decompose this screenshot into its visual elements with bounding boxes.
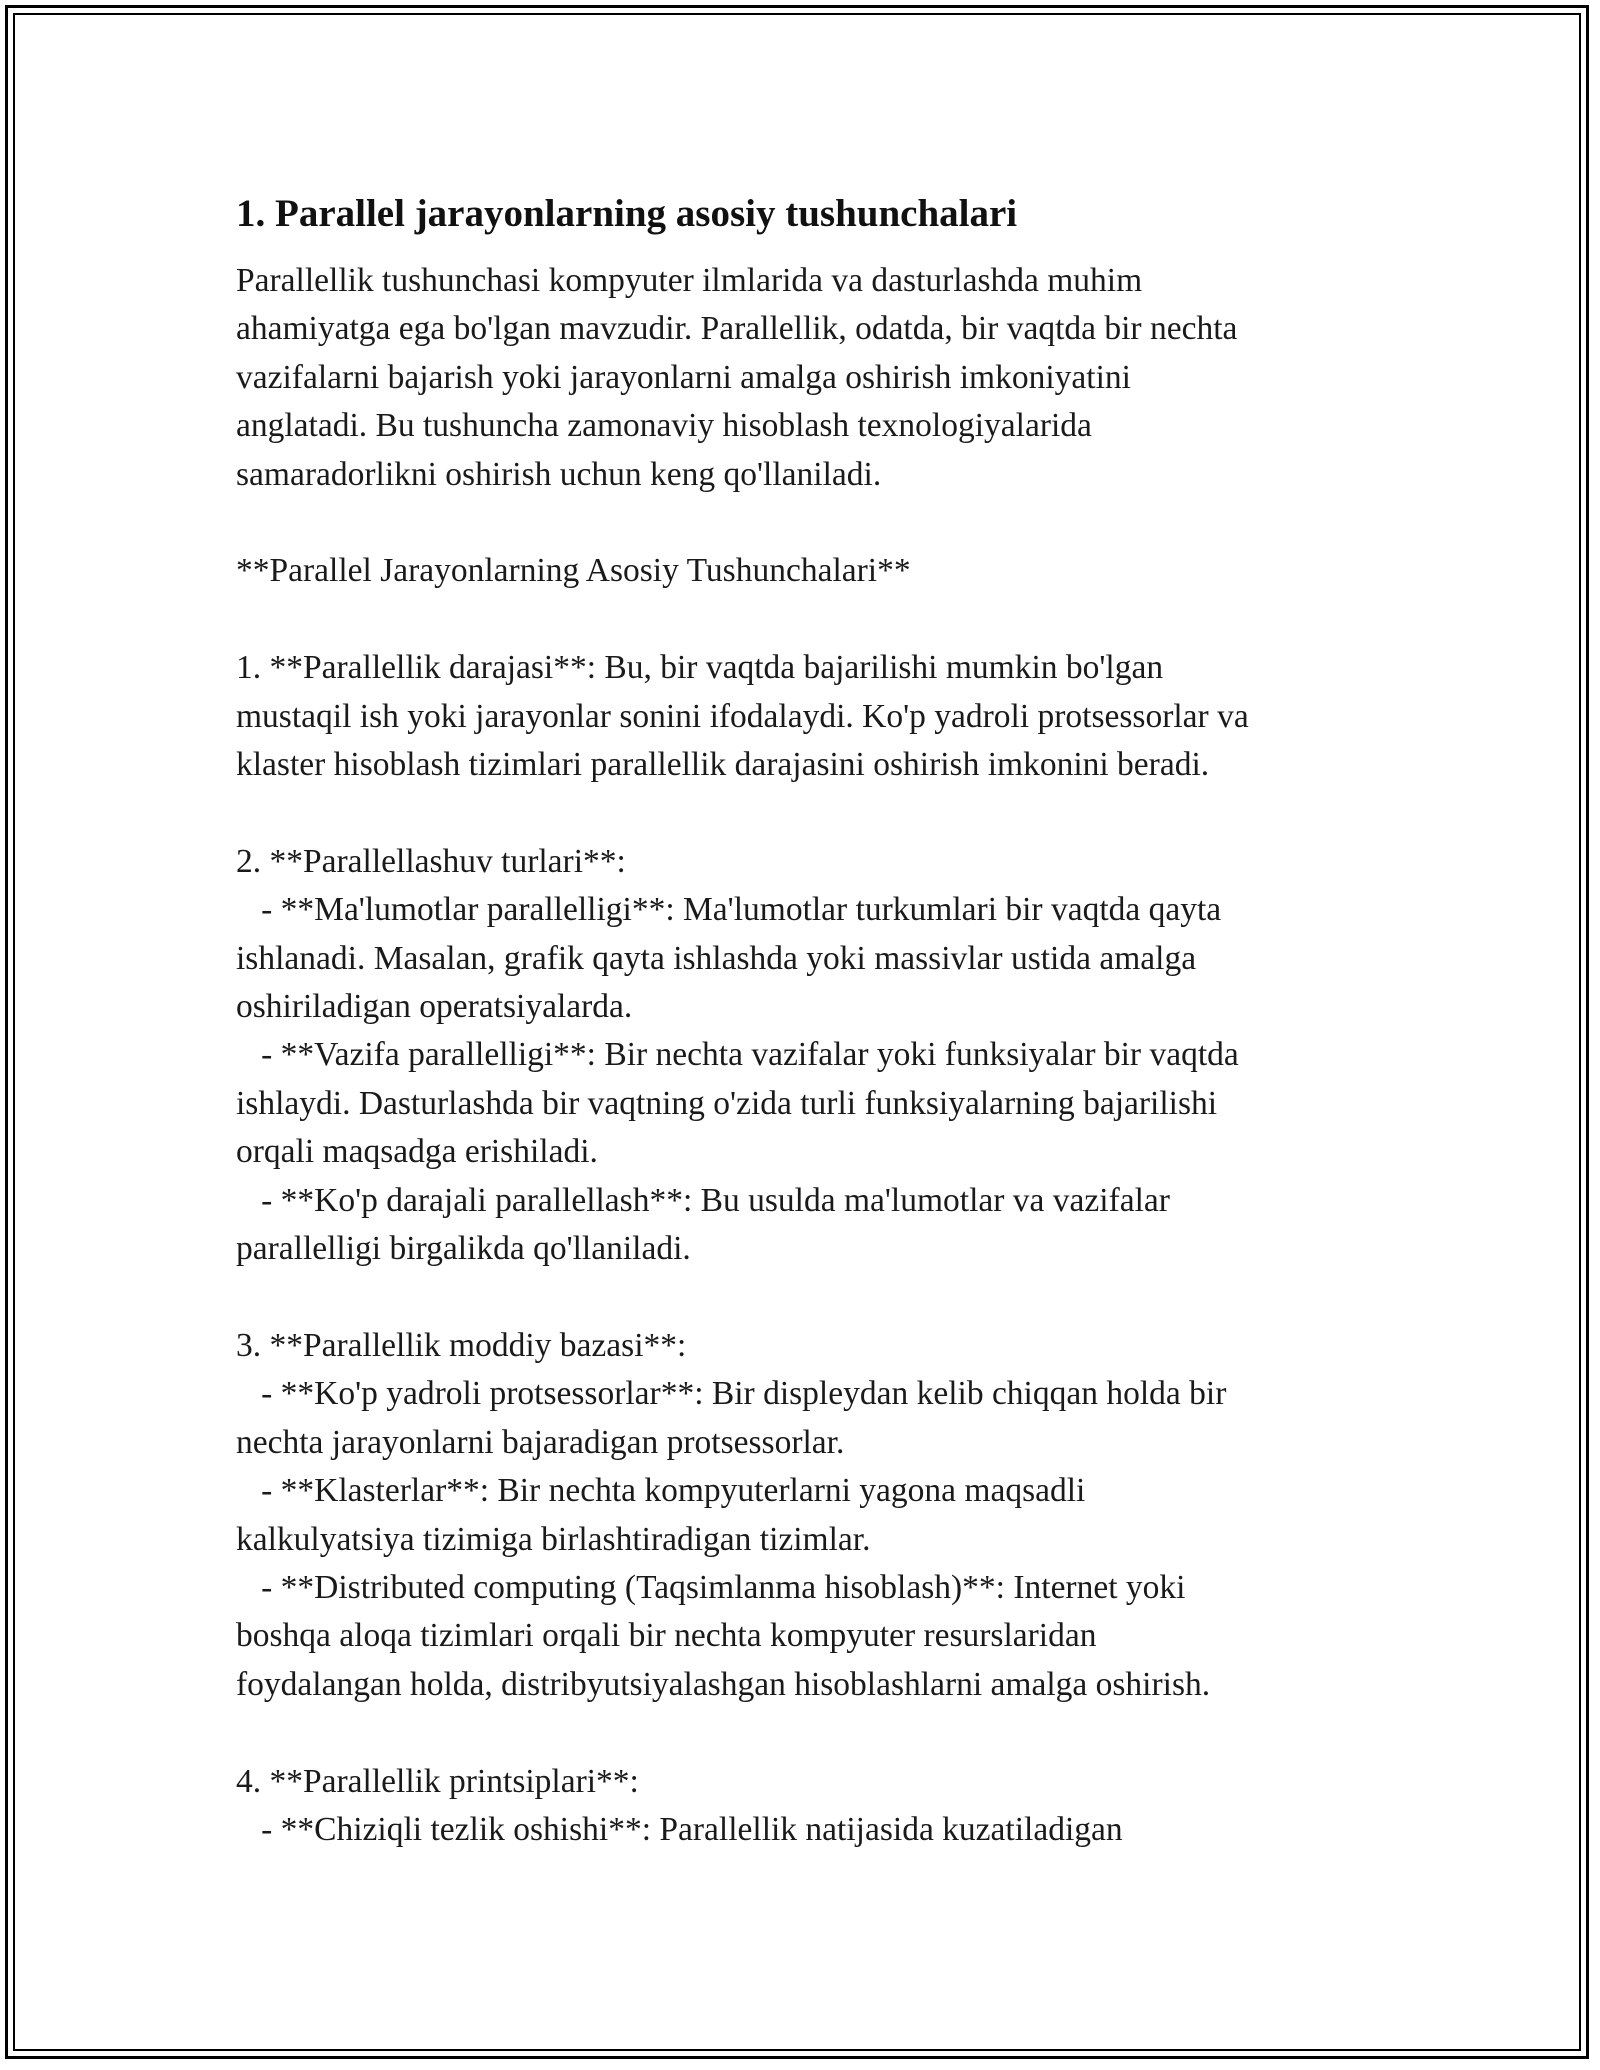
text-line: klaster hisoblash tizimlari parallellik darajasini oshirish imkonini beradi. — [236, 746, 1210, 784]
text-line: - **Distributed computing (Taqsimlanma hisoblash)**: Internet yoki — [236, 1568, 1186, 1606]
text-line: 3. **Parallellik moddiy bazasi**: — [236, 1326, 687, 1364]
blank-line — [236, 499, 1386, 547]
text-line: parallelligi birgalikda qo'llaniladi. — [236, 1230, 691, 1268]
blank-line — [236, 789, 1386, 837]
text-line: - **Ko'p yadroli protsessorlar**: Bir displeydan kelib chiqqan holda bir — [236, 1375, 1227, 1413]
text-line: foydalangan holda, distribyutsiyalashgan hisoblashlarni amalga oshirish. — [236, 1665, 1211, 1703]
document-body — [236, 257, 1386, 1854]
text-line: - **Klasterlar**: Bir nechta kompyuterlarni yagona maqsadli — [236, 1472, 1086, 1510]
text-line: **Parallel Jarayonlarning Asosiy Tushunchalari** — [236, 552, 911, 590]
text-line: - **Ko'p darajali parallellash**: Bu usulda ma'lumotlar va vazifalar — [236, 1181, 1170, 1219]
text-line: - **Ma'lumotlar parallelligi**: Ma'lumotlar turkumlari bir vaqtda qayta — [236, 891, 1222, 929]
text-line: samaradorlikni oshirish uchun keng qo'llaniladi. — [236, 455, 882, 493]
text-line: anglatadi. Bu tushuncha zamonaviy hisoblash texnologiyalarida — [236, 407, 1092, 445]
text-line: ishlanadi. Masalan, grafik qayta ishlashda yoki massivlar ustida amalga — [236, 939, 1197, 977]
text-line: 2. **Parallellashuv turlari**: — [236, 842, 626, 880]
text-line: kalkulyatsiya tizimiga birlashtiradigan tizimlar. — [236, 1520, 871, 1558]
text-line: ahamiyatga ega bo'lgan mavzudir. Parallellik, odatda, bir vaqtda bir nechta — [236, 310, 1238, 348]
text-line: nechta jarayonlarni bajaradigan protsessorlar. — [236, 1423, 845, 1461]
document-heading: 1. Parallel jarayonlarning asosiy tushunchalari — [236, 192, 1018, 235]
text-line: ishlaydi. Dasturlashda bir vaqtning o'zida turli funksiyalarning bajarilishi — [236, 1084, 1218, 1122]
text-line: orqali maqsadga erishiladi. — [236, 1133, 598, 1171]
text-line: oshiriladigan operatsiyalarda. — [236, 988, 633, 1026]
text-line: boshqa aloqa tizimlari orqali bir nechta kompyuter resurslaridan — [236, 1617, 1097, 1655]
blank-line — [236, 596, 1386, 644]
text-line: - **Vazifa parallelligi**: Bir nechta vazifalar yoki funksiyalar bir vaqtda — [236, 1036, 1239, 1074]
text-line: - **Chiziqli tezlik oshishi**: Parallellik natijasida kuzatiladigan — [236, 1810, 1123, 1848]
blank-line — [236, 1709, 1386, 1757]
text-line: 4. **Parallellik printsiplari**: — [236, 1762, 639, 1800]
text-line: mustaqil ish yoki jarayonlar sonini ifodalaydi. Ko'p yadroli protsessorlar va — [236, 697, 1249, 735]
text-line: 1. **Parallellik darajasi**: Bu, bir vaqtda bajarilishi mumkin bo'lgan — [236, 649, 1164, 687]
text-line: Parallellik tushunchasi kompyuter ilmlarida va dasturlashda muhim — [236, 262, 1143, 299]
document-page — [236, 190, 1386, 1854]
text-line: vazifalarni bajarish yoki jarayonlarni amalga oshirish imkoniyatini — [236, 358, 1131, 396]
blank-line — [236, 1273, 1386, 1321]
